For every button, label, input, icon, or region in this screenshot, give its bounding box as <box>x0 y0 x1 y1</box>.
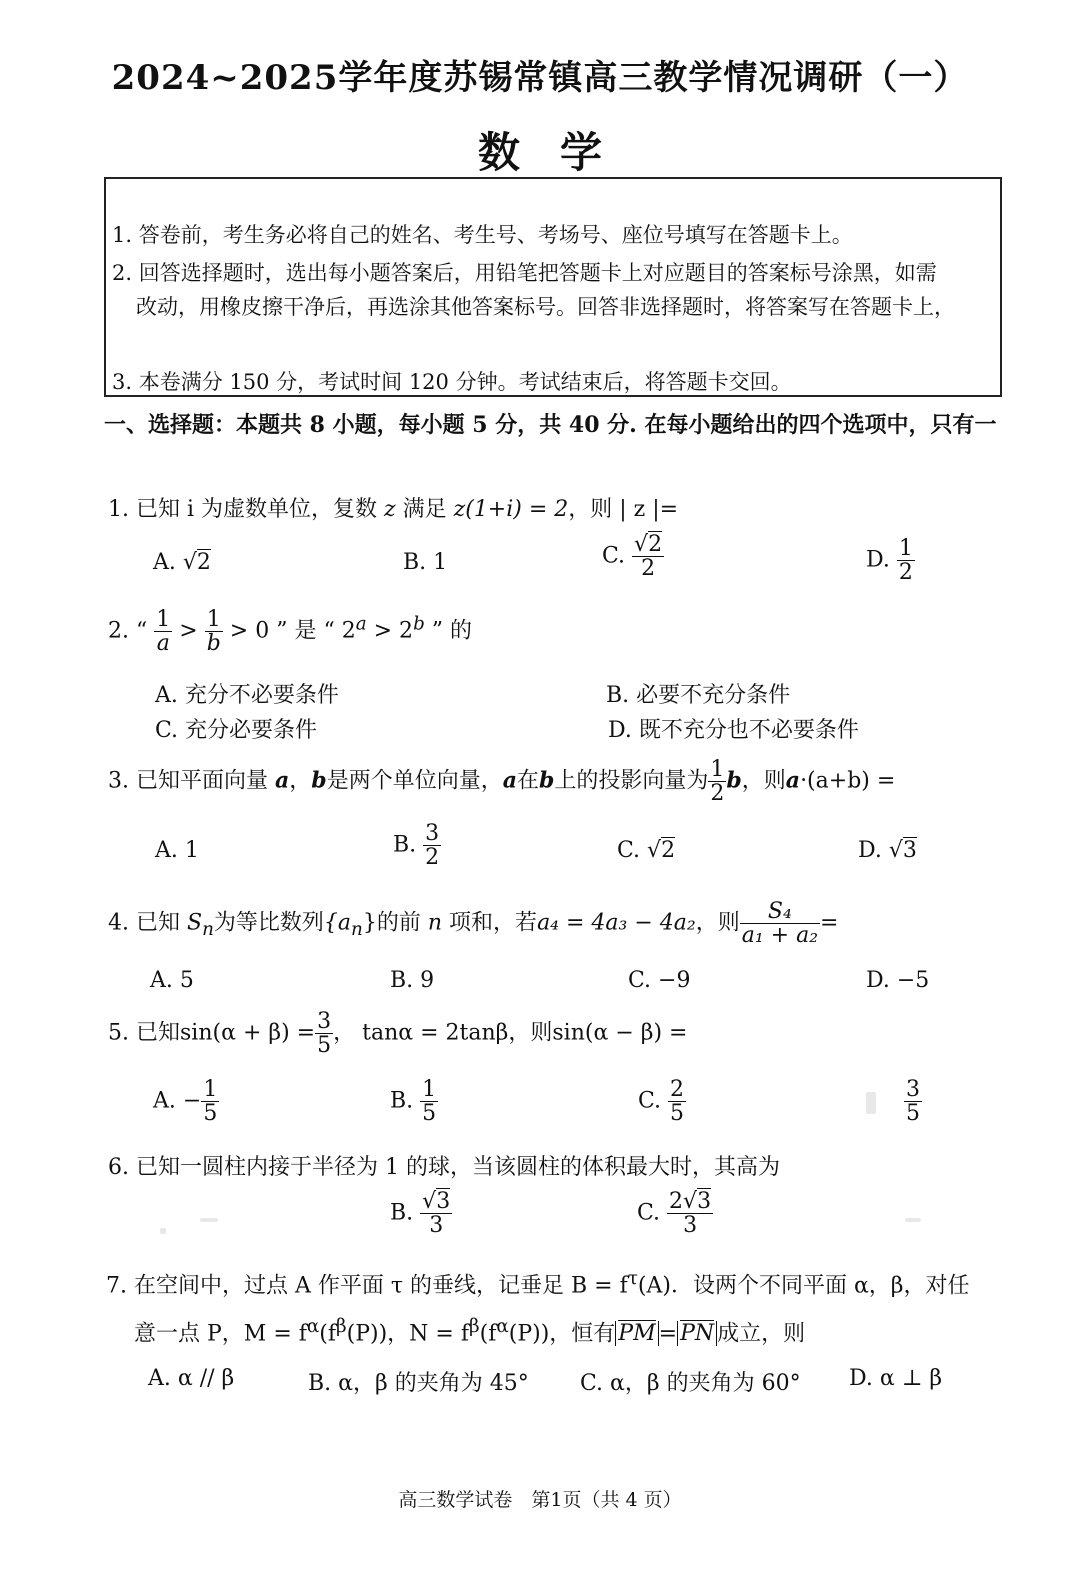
q3-option-a: A. 1 <box>155 838 199 863</box>
q3-text-5: 上的投影向量为 <box>554 768 709 794</box>
scan-smudge-b <box>200 1218 218 1222</box>
notice-line-3: 3. 本卷满分 150 分，考试时间 120 分钟。考试结束后，将答题卡交回。 <box>112 370 792 394</box>
q5-option-c <box>638 1078 686 1125</box>
q1-equation: z(1+i) = 2 <box>453 497 569 522</box>
q7-sup-4: α <box>496 1316 509 1337</box>
q1-text-mid: 满足 <box>402 497 447 522</box>
q1-c-label: C. <box>602 543 626 569</box>
q7-sup-3: β <box>469 1316 480 1337</box>
q5-text-3: ，则 <box>508 1020 553 1046</box>
q1-a-radicand: 2 <box>196 550 211 575</box>
q6-b-label: B. <box>390 1200 414 1226</box>
q3-text-3: 是两个单位向量， <box>326 768 503 794</box>
q7-option-a: A. α // β <box>148 1366 235 1391</box>
question-7-line-1 <box>106 1268 970 1299</box>
q5-expr-1: sin(α + β) = <box>180 1020 316 1046</box>
q5-a-sign: − <box>182 1088 202 1114</box>
q2-open-quote: “ <box>136 618 148 644</box>
q7-line2-a: 意一点 P，M = f <box>134 1321 307 1347</box>
q4-text-4: 项和，若 <box>449 910 538 936</box>
q5-number: 5. <box>108 1020 129 1046</box>
q2-gt0: > 0 <box>229 618 270 644</box>
q5-c-label: C. <box>638 1088 662 1114</box>
q3-option-d: D. √3 <box>858 838 917 863</box>
q3-frac-den: 2 <box>710 781 725 807</box>
q2-option-c: C. 充分必要条件 <box>155 718 318 743</box>
q6-text: 已知一圆柱内接于半径为 1 的球，当该圆柱的体积最大时，其高为 <box>136 1155 780 1180</box>
q1-c-num: 2 <box>648 532 663 557</box>
q3-expression: ·(a+b) = <box>800 768 896 794</box>
q3-option-b <box>393 822 441 869</box>
q3-text-2: ， <box>289 768 312 794</box>
q3-c-radicand: 2 <box>661 838 676 863</box>
q6-c-coef: 2 <box>669 1189 684 1214</box>
q7-vec-pm: PM <box>618 1321 656 1347</box>
q5-d-den: 5 <box>906 1101 920 1127</box>
q4-number: 4. <box>108 910 129 936</box>
q3-text-6: ，则 <box>741 768 786 794</box>
q2-option-a: A. 充分不必要条件 <box>155 683 339 708</box>
q4-frac-den: a₁ + a₂ <box>741 923 819 949</box>
q7-abs-pm <box>615 1321 658 1346</box>
q7-line2-f: 成立，则 <box>717 1321 806 1347</box>
q3-text-1: 已知平面向量 <box>136 768 269 794</box>
notice-line-2: 2. 回答选择题时，选出每小题答案后，用铅笔把答题卡上对应题目的答案标号涂黑，如需 <box>112 261 937 285</box>
question-2 <box>108 608 472 655</box>
q4-option-b: B. 9 <box>390 968 435 993</box>
exam-title: 2024~2025学年度苏锡常镇高三教学情况调研（一） <box>111 58 969 98</box>
q4-text-5: ，则 <box>695 910 740 936</box>
q5-expr-3: sin(α − β) = <box>552 1020 688 1046</box>
q5-a-num: 1 <box>203 1077 218 1102</box>
q5-b-den: 5 <box>422 1101 437 1127</box>
q3-vec-a-2: a <box>502 767 517 794</box>
q1-option-c: C. $\frac{√2}{2}$ <box>602 532 663 582</box>
q4-text-2: 为等比数列 <box>213 910 324 936</box>
q5-b-num: 1 <box>422 1077 437 1102</box>
q4-seq: {a <box>323 910 352 936</box>
q3-vec-a-3: a <box>785 767 801 794</box>
q4-seq-sub: n <box>351 918 363 940</box>
q2-option-b: B. 必要不充分条件 <box>606 683 791 708</box>
q7-abs-pn <box>677 1321 717 1346</box>
q1-d-num: 1 <box>898 536 913 561</box>
scan-smudge-a <box>160 1228 166 1234</box>
q7-vec-pn: PN <box>680 1321 715 1347</box>
q1-option-d <box>866 537 915 584</box>
q4-equation: a₄ = 4a₃ − 4a₂ <box>537 910 696 936</box>
q4-n: n <box>427 910 443 936</box>
q1-text-pre: 已知 i 为虚数单位，复数 <box>136 497 378 522</box>
q7-option-c: C. α，β 的夹角为 60° <box>580 1371 801 1396</box>
question-6 <box>108 1150 780 1181</box>
section-heading: 一、选择题：本题共 8 小题，每小题 5 分，共 40 分. 在每小题给出的四个选项中，只有一 <box>104 412 997 438</box>
notice-box <box>104 177 1002 397</box>
q7-number: 7. <box>106 1273 127 1299</box>
q5-text-1: 已知 <box>136 1020 181 1046</box>
q1-a-label: A. <box>153 550 176 575</box>
q4-frac-num: S₄ <box>740 900 820 924</box>
q2-tail: ” 的 <box>424 618 473 644</box>
scan-smudge <box>866 1092 876 1114</box>
q5-frac-num: 3 <box>317 1009 332 1034</box>
q2-frac2-num: 1 <box>205 608 223 632</box>
q5-option-a <box>153 1078 219 1125</box>
q3-option-c: C. √2 <box>617 838 676 863</box>
q3-d-label: D. <box>858 838 882 863</box>
q7-line1-b: (A)．设两个不同平面 α，β，对任 <box>637 1273 970 1299</box>
q3-vec-a: a <box>275 767 290 794</box>
notice-line-2-cont: 改动，用橡皮擦干净后，再选涂其他答案标号。回答非选择题时，将答案写在答题卡上， <box>136 295 955 319</box>
q6-c-radicand: 3 <box>697 1189 712 1214</box>
q7-line1-sup: τ <box>627 1268 638 1289</box>
question-7-line-2 <box>134 1316 805 1347</box>
page-footer: 高三数学试卷 第1页（共 4 页） <box>398 1489 682 1511</box>
q1-number: 1. <box>108 497 129 522</box>
q5-a-den: 5 <box>203 1101 218 1127</box>
q4-text-1: 已知 <box>136 910 181 936</box>
q3-c-label: C. <box>617 838 641 863</box>
q5-text-2: ， <box>333 1020 356 1046</box>
q2-sup-a: a <box>355 613 367 635</box>
q1-option-a: A. √2 <box>153 550 211 575</box>
q3-vec-b: b <box>311 767 327 794</box>
q4-seq-end: } <box>362 910 377 936</box>
q3-d-radicand: 3 <box>902 838 917 863</box>
q5-a-label: A. <box>153 1088 176 1114</box>
question-1 <box>108 492 678 523</box>
q3-vec-b-2: b <box>538 767 555 794</box>
q5-b-label: B. <box>390 1088 414 1114</box>
q3-frac-num: 1 <box>710 757 725 782</box>
q4-s-sub: n <box>202 918 214 940</box>
q3-text-4: 在 <box>516 768 539 794</box>
q1-d-den: 2 <box>898 560 913 586</box>
q2-gt1: > <box>179 618 198 644</box>
q6-c-label: C. <box>637 1200 661 1226</box>
q3-b-den: 2 <box>425 845 440 871</box>
q4-option-c: C. −9 <box>628 968 691 993</box>
q7-option-b: B. α，β 的夹角为 45° <box>308 1371 529 1396</box>
q7-option-d: D. α ⊥ β <box>849 1366 943 1391</box>
question-4 <box>108 900 838 947</box>
q2-frac2-den: b <box>206 631 221 657</box>
exam-subject: 数学 <box>477 128 642 177</box>
q5-option-d <box>904 1078 922 1125</box>
question-5 <box>108 1010 687 1057</box>
q7-line1-a: 在空间中，过点 A 作平面 τ 的垂线，记垂足 B = f <box>134 1273 628 1299</box>
q7-sup-2: β <box>336 1316 347 1337</box>
q7-equals: = <box>658 1321 678 1347</box>
q4-option-d: D. −5 <box>866 968 930 993</box>
q6-option-c: C. $\frac{2√3}{3}$ <box>637 1189 712 1239</box>
q3-number: 3. <box>108 768 129 794</box>
q2-frac1-den: a <box>156 631 170 657</box>
q6-c-den: 3 <box>683 1213 698 1239</box>
q3-b-label: B. <box>393 832 417 858</box>
q6-number: 6. <box>108 1155 129 1180</box>
q2-frac1-num: 1 <box>156 607 171 632</box>
q5-expr-2: tanα = 2tanβ <box>362 1020 509 1046</box>
q4-text-3: 的前 <box>376 910 421 936</box>
q2-number: 2. <box>108 618 129 644</box>
q4-text-6: = <box>820 910 839 936</box>
q7-line2-b: (f <box>319 1321 337 1347</box>
notice-line-1: 1. 答卷前，考生务必将自己的姓名、考生号、考场号、座位号填写在答题卡上。 <box>112 223 853 247</box>
q5-c-den: 5 <box>670 1101 685 1127</box>
q1-d-label: D. <box>866 547 890 573</box>
q6-b-den: 3 <box>429 1213 444 1239</box>
q5-frac-den: 5 <box>317 1033 332 1059</box>
q5-c-num: 2 <box>670 1077 685 1102</box>
q2-mid: ” 是 “ 2 <box>276 618 356 644</box>
q3-b-num: 3 <box>425 821 440 846</box>
q2-option-d: D. 既不充分也不必要条件 <box>608 718 859 743</box>
q5-option-b <box>390 1078 438 1125</box>
scan-smudge-c <box>905 1218 921 1222</box>
q1-option-b: B. 1 <box>403 550 448 575</box>
q6-option-b: B. $\frac{√3}{3}$ <box>390 1189 451 1239</box>
q4-option-a: A. 5 <box>150 968 194 993</box>
q2-gt2: > 2 <box>366 618 414 644</box>
q7-line2-d: (f <box>479 1321 497 1347</box>
question-3 <box>108 758 895 805</box>
q1-text-tail: ，则 | z |= <box>568 497 679 522</box>
q3-vec-b-3: b <box>726 767 742 794</box>
q7-line2-c: (P))，N = f <box>346 1321 469 1347</box>
q1-z: z <box>384 497 396 522</box>
q5-d-num: 3 <box>906 1077 920 1102</box>
q6-b-radicand: 3 <box>436 1189 451 1214</box>
q7-line2-e: (P))，恒有 <box>508 1321 616 1347</box>
q1-c-den: 2 <box>641 556 656 582</box>
q7-sup-1: α <box>306 1316 320 1337</box>
q4-s: S <box>187 910 203 936</box>
q2-sup-b: b <box>413 613 425 635</box>
